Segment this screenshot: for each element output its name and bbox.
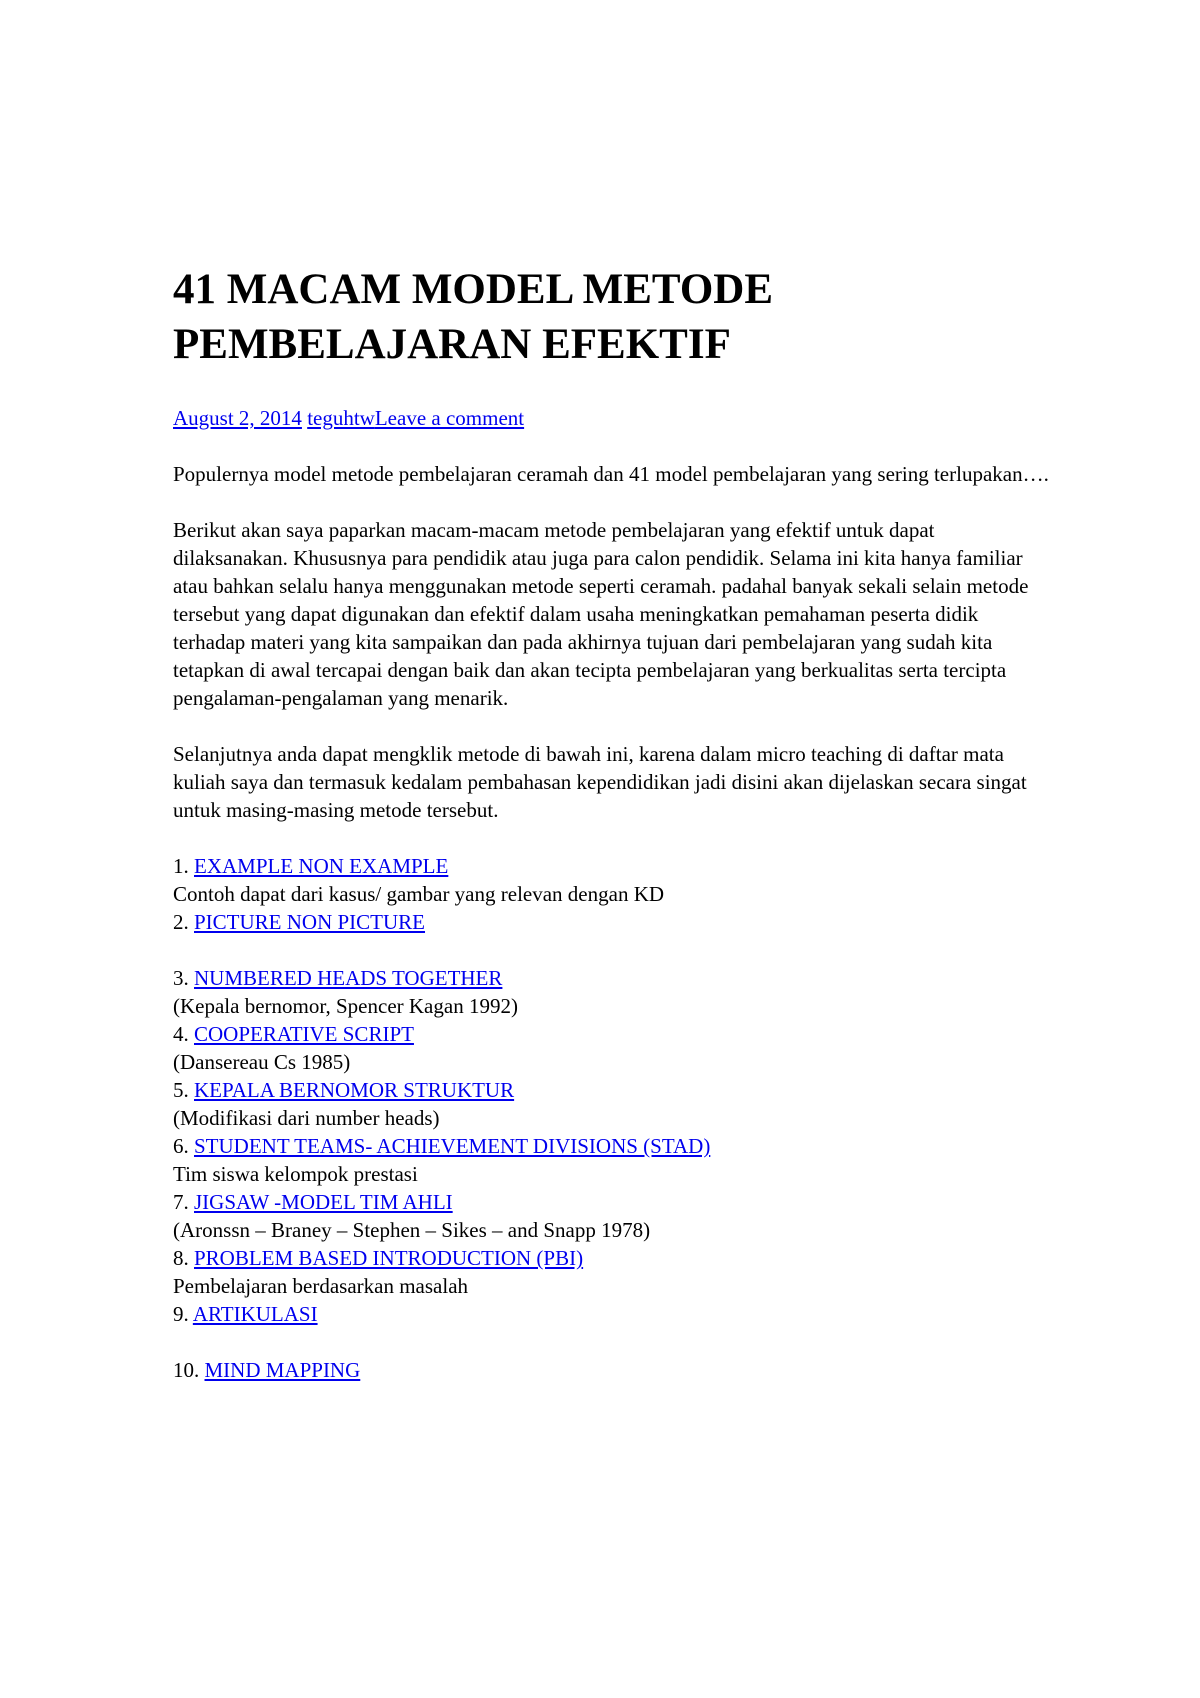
method-link-numbered-heads-together[interactable]: NUMBERED HEADS TOGETHER [194,966,503,990]
intro-paragraph: Populernya model metode pembelajaran ceramah dan 41 model pembelajaran yang sering terlupakan…. [173,462,1049,486]
method-link-pbi[interactable]: PROBLEM BASED INTRODUCTION (PBI) [194,1246,584,1270]
method-item-1 [173,852,1053,880]
method-list [173,852,1053,1384]
method-desc-7: (Aronssn – Braney – Stephen – Sikes – and Snapp 1978) [173,1218,651,1242]
method-number: 3. [173,966,194,990]
leave-comment-link[interactable]: Leave a comment [374,406,525,430]
method-link-artikulasi[interactable]: ARTIKULASI [192,1302,318,1326]
body-paragraph: Berikut akan saya paparkan macam-macam metode pembelajaran yang efektif untuk dapat dilaksanakan. Khususnya para pendidik atau juga para calon pendidik. Selama ini kita hanya familiar atau bahkan selalu hanya menggunakan metode seperti ceramah. padahal banyak sekali selain metode tersebut yang dapat digunakan dan efektif dalam usaha meningkatkan pemahaman peserta didik terhadap materi yang kita sampaikan dan pada akhirnya tujuan dari pembelajaran yang sudah kita tetapkan di awal tercapai dengan baik dan akan tecipta pembelajaran yang berkualitas serta tercipta pengalaman-pengalaman yang menarik. [173,518,1029,710]
instruction-paragraph: Selanjutnya anda dapat mengklik metode di bawah ini, karena dalam micro teaching di daftar mata kuliah saya dan termasuk kedalam pembahasan kependidikan jadi disini akan dijelaskan secara singat untuk masing-masing metode tersebut. [173,742,1027,822]
article [173,262,1053,1384]
method-item-9 [173,1300,1053,1328]
method-desc-4: (Dansereau Cs 1985) [173,1050,351,1074]
method-desc-3: (Kepala bernomor, Spencer Kagan 1992) [173,994,518,1018]
method-number: 4. [173,1022,194,1046]
method-desc-8: Pembelajaran berdasarkan masalah [173,1274,469,1298]
method-item-7 [173,1188,1053,1216]
post-meta [173,404,1053,432]
method-link-kepala-bernomor-struktur[interactable]: KEPALA BERNOMOR STRUKTUR [194,1078,515,1102]
method-number: 7. [173,1190,194,1214]
method-item-10 [173,1356,1053,1384]
method-number: 8. [173,1246,194,1270]
page-title: 41 MACAM MODEL METODE PEMBELAJARAN EFEKTIF [173,266,774,368]
method-link-mind-mapping[interactable]: MIND MAPPING [204,1358,361,1382]
method-link-example-non-example[interactable]: EXAMPLE NON EXAMPLE [194,854,449,878]
post-date-link[interactable]: August 2, 2014 [173,406,302,430]
method-item-6 [173,1132,1053,1160]
method-item-8 [173,1244,1053,1272]
method-link-cooperative-script[interactable]: COOPERATIVE SCRIPT [194,1022,414,1046]
method-number: 1. [173,854,194,878]
method-item-4 [173,1020,1053,1048]
author-link[interactable]: teguhtw [307,406,375,430]
method-number: 6. [173,1134,194,1158]
method-number: 10. [173,1358,205,1382]
method-item-2 [173,908,1053,936]
method-desc-1: Contoh dapat dari kasus/ gambar yang relevan dengan KD [173,882,665,906]
method-number: 9. [173,1302,193,1326]
method-link-picture-non-picture[interactable]: PICTURE NON PICTURE [194,910,426,934]
method-link-jigsaw[interactable]: JIGSAW -MODEL TIM AHLI [194,1190,453,1214]
method-number: 5. [173,1078,194,1102]
method-desc-6: Tim siswa kelompok prestasi [173,1162,418,1186]
method-desc-5: (Modifikasi dari number heads) [173,1106,440,1130]
method-item-3 [173,964,1053,992]
method-link-stad[interactable]: STUDENT TEAMS- ACHIEVEMENT DIVISIONS (STAD) [194,1134,711,1158]
method-number: 2. [173,910,194,934]
method-item-5 [173,1076,1053,1104]
